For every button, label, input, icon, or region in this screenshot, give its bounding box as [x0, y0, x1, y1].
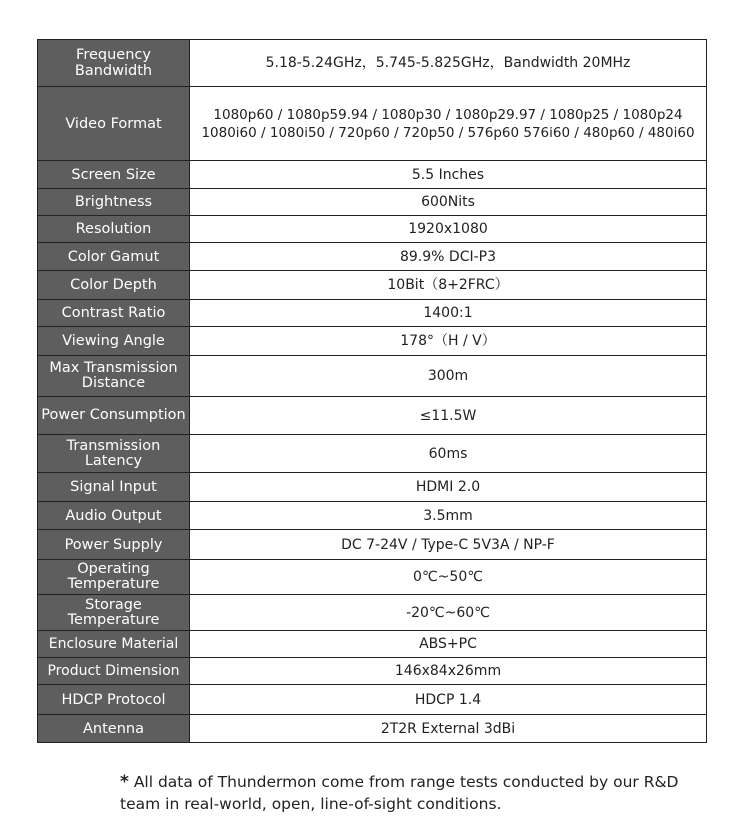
- spec-label: Antenna: [38, 715, 190, 743]
- spec-row-transmission-latency: [38, 435, 707, 473]
- spec-label: Frequency Bandwidth: [38, 40, 190, 87]
- spec-value: ≤11.5W: [190, 397, 707, 435]
- spec-value: 300m: [190, 356, 707, 397]
- spec-row-storage-temperature: [38, 595, 707, 631]
- spec-label: Enclosure Material: [38, 631, 190, 658]
- spec-label: Transmission Latency: [38, 435, 190, 473]
- spec-label: Brightness: [38, 189, 190, 216]
- spec-row-screen-size: [38, 161, 707, 189]
- spec-value: 178°（H / V）: [190, 327, 707, 356]
- spec-label: Power Supply: [38, 530, 190, 560]
- spec-label: HDCP Protocol: [38, 685, 190, 715]
- spec-label: Storage Temperature: [38, 595, 190, 631]
- spec-row-power-supply: [38, 530, 707, 560]
- spec-label: Contrast Ratio: [38, 300, 190, 327]
- spec-label: Color Gamut: [38, 243, 190, 271]
- footnote-asterisk: *: [120, 772, 129, 792]
- spec-label: Video Format: [38, 87, 190, 161]
- spec-label: Color Depth: [38, 271, 190, 300]
- spec-value: 60ms: [190, 435, 707, 473]
- spec-label: Viewing Angle: [38, 327, 190, 356]
- spec-label: Screen Size: [38, 161, 190, 189]
- spec-label: Signal Input: [38, 473, 190, 502]
- spec-value: HDCP 1.4: [190, 685, 707, 715]
- spec-row-brightness: [38, 189, 707, 216]
- spec-row-max-transmission-distance: [38, 356, 707, 397]
- spec-value: 1080p60 / 1080p59.94 / 1080p30 / 1080p29.97 / 1080p25 / 1080p24 1080i60 / 1080i50 / 720p60 / 720p50 / 576p60 576i60 / 480p60 / 480i60: [190, 87, 707, 161]
- spec-row-contrast-ratio: [38, 300, 707, 327]
- footnote-text: All data of Thundermon come from range tests conducted by our R&D team in real-world, open, line-of-sight conditions.: [120, 773, 679, 813]
- spec-value: -20℃~60℃: [190, 595, 707, 631]
- spec-row-resolution: [38, 216, 707, 243]
- spec-label: Audio Output: [38, 502, 190, 530]
- spec-value: 10Bit（8+2FRC）: [190, 271, 707, 300]
- spec-row-color-depth: [38, 271, 707, 300]
- footnote: [120, 771, 720, 815]
- spec-value: HDMI 2.0: [190, 473, 707, 502]
- spec-row-enclosure-material: [38, 631, 707, 658]
- spec-label: Operating Temperature: [38, 560, 190, 595]
- spec-row-antenna: [38, 715, 707, 743]
- spec-value: 89.9% DCI-P3: [190, 243, 707, 271]
- spec-row-hdcp-protocol: [38, 685, 707, 715]
- spec-value: 146x84x26mm: [190, 658, 707, 685]
- spec-value: 5.18-5.24GHz，5.745-5.825GHz，Bandwidth 20MHz: [190, 40, 707, 87]
- spec-value: 0℃~50℃: [190, 560, 707, 595]
- spec-label: Power Consumption: [38, 397, 190, 435]
- spec-row-operating-temperature: [38, 560, 707, 595]
- spec-value: DC 7-24V / Type-C 5V3A / NP-F: [190, 530, 707, 560]
- spec-value: ABS+PC: [190, 631, 707, 658]
- spec-value: 1400:1: [190, 300, 707, 327]
- spec-value: 5.5 Inches: [190, 161, 707, 189]
- spec-label: Max Transmission Distance: [38, 356, 190, 397]
- spec-row-viewing-angle: [38, 327, 707, 356]
- spec-value: 2T2R External 3dBi: [190, 715, 707, 743]
- spec-row-signal-input: [38, 473, 707, 502]
- spec-row-color-gamut: [38, 243, 707, 271]
- spec-value: 1920x1080: [190, 216, 707, 243]
- spec-table: [37, 39, 707, 743]
- spec-row-video-format: [38, 87, 707, 161]
- spec-row-audio-output: [38, 502, 707, 530]
- spec-row-power-consumption: [38, 397, 707, 435]
- spec-label: Resolution: [38, 216, 190, 243]
- spec-row-frequency-bandwidth: [38, 40, 707, 87]
- spec-row-product-dimension: [38, 658, 707, 685]
- spec-label: Product Dimension: [38, 658, 190, 685]
- spec-value: 3.5mm: [190, 502, 707, 530]
- spec-value: 600Nits: [190, 189, 707, 216]
